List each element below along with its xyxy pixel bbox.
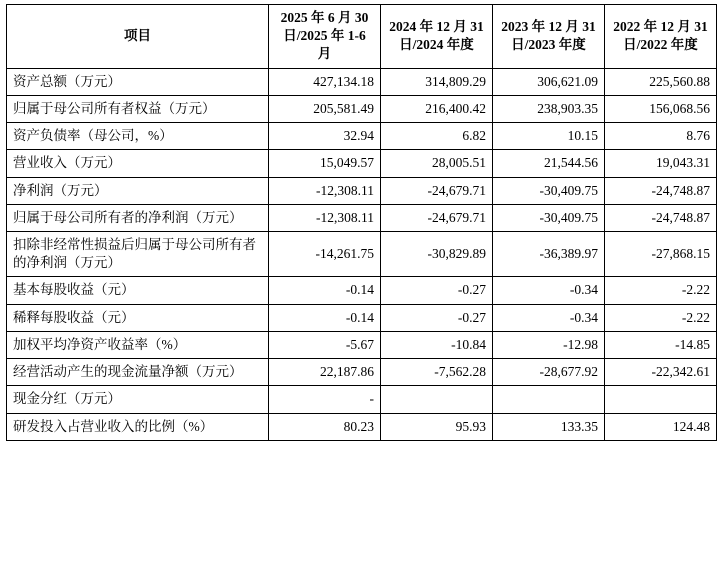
row-value: 306,621.09 [493,68,605,95]
row-value: 15,049.57 [269,150,381,177]
row-value: -12,308.11 [269,177,381,204]
row-value: 225,560.88 [605,68,717,95]
row-value: -10.84 [381,331,493,358]
financial-summary-table [6,4,717,441]
row-value: -24,748.87 [605,204,717,231]
table-row [7,95,717,122]
row-value: -7,562.28 [381,359,493,386]
row-value [381,386,493,413]
table-row [7,304,717,331]
row-value: -14.85 [605,331,717,358]
row-value: -2.22 [605,277,717,304]
row-value: -27,868.15 [605,231,717,276]
row-value: 28,005.51 [381,150,493,177]
row-label: 加权平均净资产收益率（%） [7,331,269,358]
row-value: 22,187.86 [269,359,381,386]
table-row [7,68,717,95]
table-row [7,413,717,440]
row-label: 归属于母公司所有者权益（万元） [7,95,269,122]
row-label: 稀释每股收益（元） [7,304,269,331]
table-row [7,150,717,177]
row-label: 资产总额（万元） [7,68,269,95]
row-value: 205,581.49 [269,95,381,122]
row-value: -12.98 [493,331,605,358]
row-label: 基本每股收益（元） [7,277,269,304]
table-row [7,277,717,304]
row-value: 19,043.31 [605,150,717,177]
row-label: 营业收入（万元） [7,150,269,177]
row-label: 资产负债率（母公司，%） [7,123,269,150]
row-value: -24,748.87 [605,177,717,204]
row-value: 156,068.56 [605,95,717,122]
row-label: 研发投入占营业收入的比例（%） [7,413,269,440]
row-value: -14,261.75 [269,231,381,276]
row-value: -24,679.71 [381,177,493,204]
row-value: -36,389.97 [493,231,605,276]
row-value: 124.48 [605,413,717,440]
row-value: 32.94 [269,123,381,150]
row-value: -28,677.92 [493,359,605,386]
row-value: - [269,386,381,413]
table-row [7,177,717,204]
row-value: -0.14 [269,304,381,331]
table-row [7,386,717,413]
row-value: -0.34 [493,277,605,304]
row-value: -0.27 [381,304,493,331]
table-row [7,231,717,276]
row-value: -24,679.71 [381,204,493,231]
row-value: 80.23 [269,413,381,440]
row-value: 8.76 [605,123,717,150]
row-value: -12,308.11 [269,204,381,231]
row-value: -2.22 [605,304,717,331]
row-value: -5.67 [269,331,381,358]
row-value: 95.93 [381,413,493,440]
row-value: -0.34 [493,304,605,331]
row-label: 归属于母公司所有者的净利润（万元） [7,204,269,231]
row-value: 216,400.42 [381,95,493,122]
column-header-period-3: 2023 年 12 月 31 日/2023 年度 [493,5,605,69]
column-header-item: 项目 [7,5,269,69]
table-row [7,331,717,358]
row-value: 6.82 [381,123,493,150]
row-value: 427,134.18 [269,68,381,95]
row-label: 现金分红（万元） [7,386,269,413]
column-header-period-1: 2025 年 6 月 30 日/2025 年 1-6 月 [269,5,381,69]
table-row [7,359,717,386]
column-header-period-4: 2022 年 12 月 31 日/2022 年度 [605,5,717,69]
row-value: 21,544.56 [493,150,605,177]
row-value: -30,829.89 [381,231,493,276]
column-header-period-2: 2024 年 12 月 31 日/2024 年度 [381,5,493,69]
row-label: 扣除非经常性损益后归属于母公司所有者的净利润（万元） [7,231,269,276]
row-value: 314,809.29 [381,68,493,95]
row-value: -30,409.75 [493,177,605,204]
table-header-row [7,5,717,69]
row-value: -30,409.75 [493,204,605,231]
table-row [7,204,717,231]
row-value: -0.14 [269,277,381,304]
table-row [7,123,717,150]
row-value: 238,903.35 [493,95,605,122]
row-label: 经营活动产生的现金流量净额（万元） [7,359,269,386]
row-value [605,386,717,413]
row-value [493,386,605,413]
row-value: 10.15 [493,123,605,150]
row-value: -0.27 [381,277,493,304]
row-value: -22,342.61 [605,359,717,386]
row-label: 净利润（万元） [7,177,269,204]
row-value: 133.35 [493,413,605,440]
